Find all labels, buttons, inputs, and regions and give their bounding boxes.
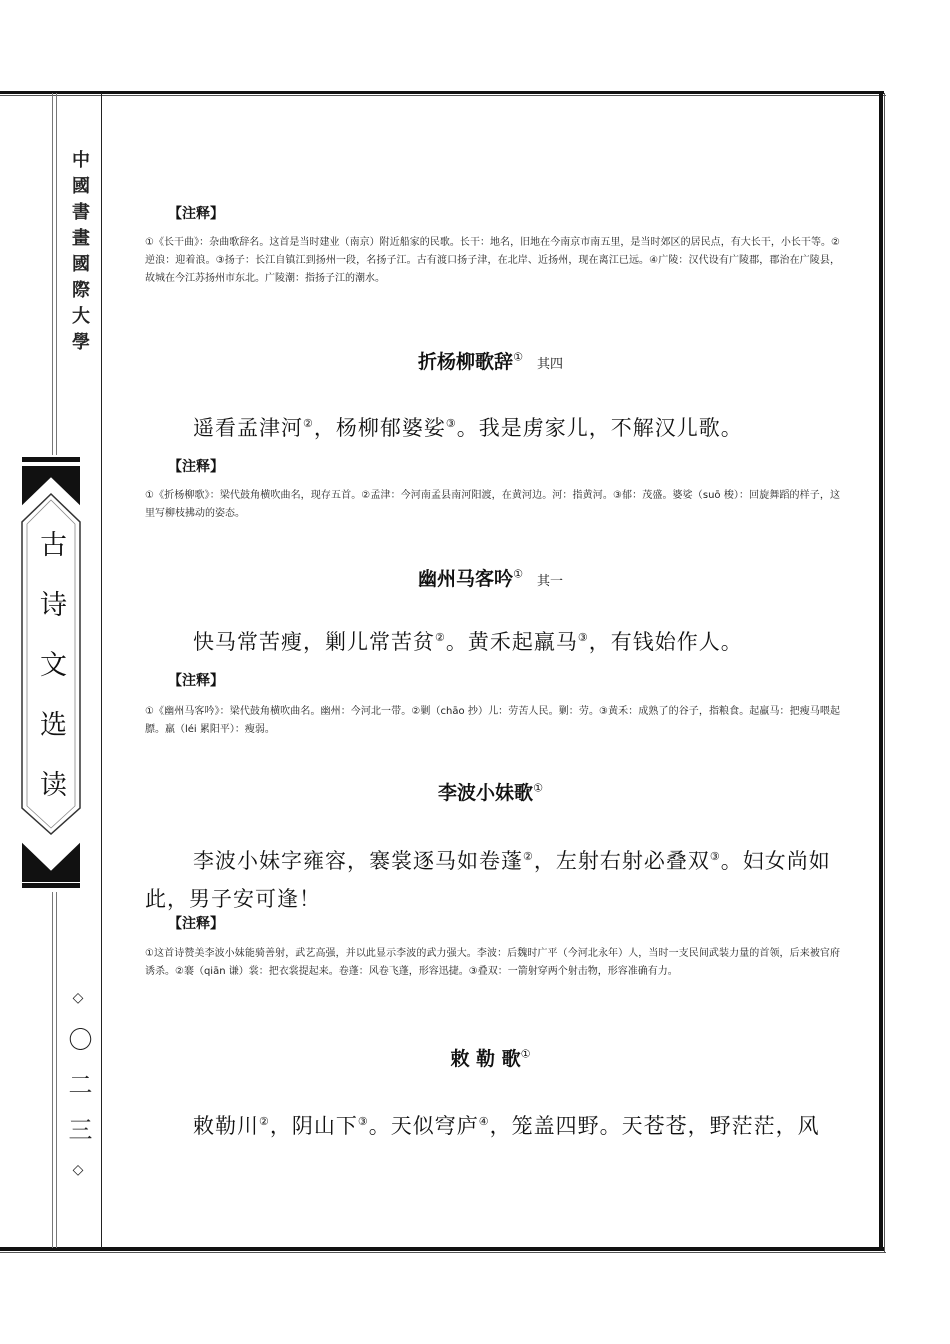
notes-label: 【注释】 bbox=[168, 206, 224, 222]
page-frame-bottom-shadow bbox=[0, 1252, 886, 1253]
poem-title bbox=[102, 778, 879, 805]
poem-title-footnote-mark: ① bbox=[513, 567, 523, 581]
footnote-mark: ③ bbox=[445, 417, 457, 430]
poem-title-footnote-mark: ① bbox=[513, 350, 523, 364]
side-rule-left-upper-inner bbox=[56, 93, 57, 455]
poem-text bbox=[145, 405, 845, 447]
poem-title bbox=[102, 1044, 879, 1071]
poem-title bbox=[102, 564, 879, 591]
series-title: 中國書畫國際大學 bbox=[69, 150, 90, 358]
page-frame-bottom bbox=[0, 1247, 884, 1251]
poem-text bbox=[145, 1103, 845, 1145]
page-number-diamond-top: ◇ bbox=[70, 990, 86, 1006]
page-frame-top bbox=[0, 91, 884, 94]
poem-line-text: 。黄禾起羸马 bbox=[445, 630, 578, 654]
book-tab-cap-bottom bbox=[22, 842, 80, 882]
poem-line-text: ，阴山下 bbox=[269, 1114, 358, 1138]
poem-line-text: 。我是虏家儿，不解汉儿歌。 bbox=[456, 416, 743, 440]
footnote-mark: ② bbox=[523, 850, 534, 863]
footnote-mark: ② bbox=[259, 1115, 270, 1128]
page-frame-top-shadow bbox=[0, 95, 886, 96]
poem-line-text: 。妇女尚如此，男子安可逢！ bbox=[145, 849, 831, 911]
page-frame-right bbox=[879, 91, 883, 1251]
side-rule-left-lower-inner bbox=[56, 892, 57, 1248]
page-number-digit: 〇 bbox=[64, 1027, 92, 1051]
poem-title bbox=[102, 347, 879, 374]
page-number-diamond-bottom: ◇ bbox=[70, 1162, 86, 1178]
book-title: 古诗文选读 bbox=[35, 530, 66, 830]
footnote-mark: ② bbox=[435, 631, 446, 644]
poem-line-text: 李波小妹字雍容，褰裳逐马如卷蓬 bbox=[193, 849, 523, 873]
poem-title-text: 幽州马客吟 bbox=[418, 568, 514, 590]
footnote-mark: ③ bbox=[709, 850, 721, 863]
poem-title-footnote-mark: ① bbox=[533, 781, 543, 795]
poem-line-text: ，笼盖四野。天苍苍，野茫茫，风 bbox=[489, 1114, 820, 1138]
poem-line-text: 敕勒川 bbox=[193, 1114, 259, 1138]
notes-text: ①《折杨柳歌》：梁代鼓角横吹曲名，现存五首。②孟津：今河南孟县南河阳渡，在黄河边。河：指黄河。③郁：茂盛。婆娑（suō 梭）：回旋舞蹈的样子，这里写柳枝拂动的姿态。 bbox=[145, 490, 840, 519]
page-number-digit: 三 bbox=[64, 1117, 92, 1141]
footnote-mark: ② bbox=[303, 417, 314, 430]
poem-title-text: 敕 勒 歌 bbox=[450, 1048, 521, 1070]
poem-title-text: 李波小妹歌 bbox=[438, 782, 534, 804]
poem-line-text: ，有钱始作人。 bbox=[588, 630, 743, 654]
notes-label: 【注释】 bbox=[168, 673, 224, 689]
footnote-mark: ③ bbox=[577, 631, 589, 644]
page-number bbox=[64, 990, 90, 1178]
poem-title-text: 折杨柳歌辞 bbox=[418, 351, 514, 373]
page-number-digit: 二 bbox=[64, 1072, 92, 1096]
notes-text: ①《幽州马客吟》：梁代鼓角横吹曲名。幽州：今河北一带。②剿（chāo 抄）儿：劳苦人民。剿：劳。③黄禾：成熟了的谷子，指粮食。起羸马：把瘦马喂起膘。羸（léi 累阳平）：瘦弱。 bbox=[145, 706, 840, 735]
margin-rule bbox=[101, 93, 102, 1248]
footnote-mark: ④ bbox=[478, 1115, 490, 1128]
side-rule-left-upper bbox=[52, 93, 53, 455]
page-frame-right-shadow bbox=[884, 93, 885, 1253]
poem-line-text: 快马常苦瘦，剿儿常苦贫 bbox=[193, 630, 435, 654]
footnote-mark: ③ bbox=[357, 1115, 369, 1128]
notes-text: ①这首诗赞美李波小妹能骑善射，武艺高强，并以此显示李波的武力强大。李波：后魏时广平（今河北永年）人，当时一支民间武装力量的首领，后来被官府诱杀。②褰（qiān 谦）裳：把衣裳提起来。卷蓬：风卷飞蓬，形容迅捷。③叠双：一箭射穿两个射击物，形容准确有力。 bbox=[145, 948, 840, 977]
notes-label: 【注释】 bbox=[168, 916, 224, 932]
side-rule-left-lower bbox=[52, 892, 53, 1248]
poem-line-text: 。天似穹庐 bbox=[368, 1114, 479, 1138]
poem-text bbox=[145, 838, 845, 918]
book-tab-bar-bottom bbox=[22, 883, 80, 888]
book-tab-bar-top bbox=[22, 457, 80, 462]
poem-text bbox=[145, 619, 845, 661]
poem-line-text: ，杨柳郁婆娑 bbox=[313, 416, 446, 440]
poem-title-suffix: 其四 bbox=[536, 357, 563, 372]
notes-label: 【注释】 bbox=[168, 459, 224, 475]
poem-title-suffix: 其一 bbox=[536, 574, 563, 589]
poem-title-footnote-mark: ① bbox=[520, 1047, 531, 1061]
notes-text: ①《长干曲》：杂曲歌辞名。这首是当时建业（南京）附近船家的民歌。长干：地名，旧地在今南京市南五里，是当时郊区的居民点，有大长干，小长干等。②逆浪：迎着浪。③扬子：长江自镇江到扬州一段，名扬子江。古有渡口扬子津，在北岸、近扬州，现在离江已远。④广陵：汉代设有广陵郡，郡治在广陵县，故城在今江苏扬州市东北。广陵潮：指扬子江的潮水。 bbox=[145, 237, 840, 284]
poem-line-text: ，左射右射必叠双 bbox=[533, 849, 710, 873]
poem-line-text: 遥看孟津河 bbox=[193, 416, 303, 440]
